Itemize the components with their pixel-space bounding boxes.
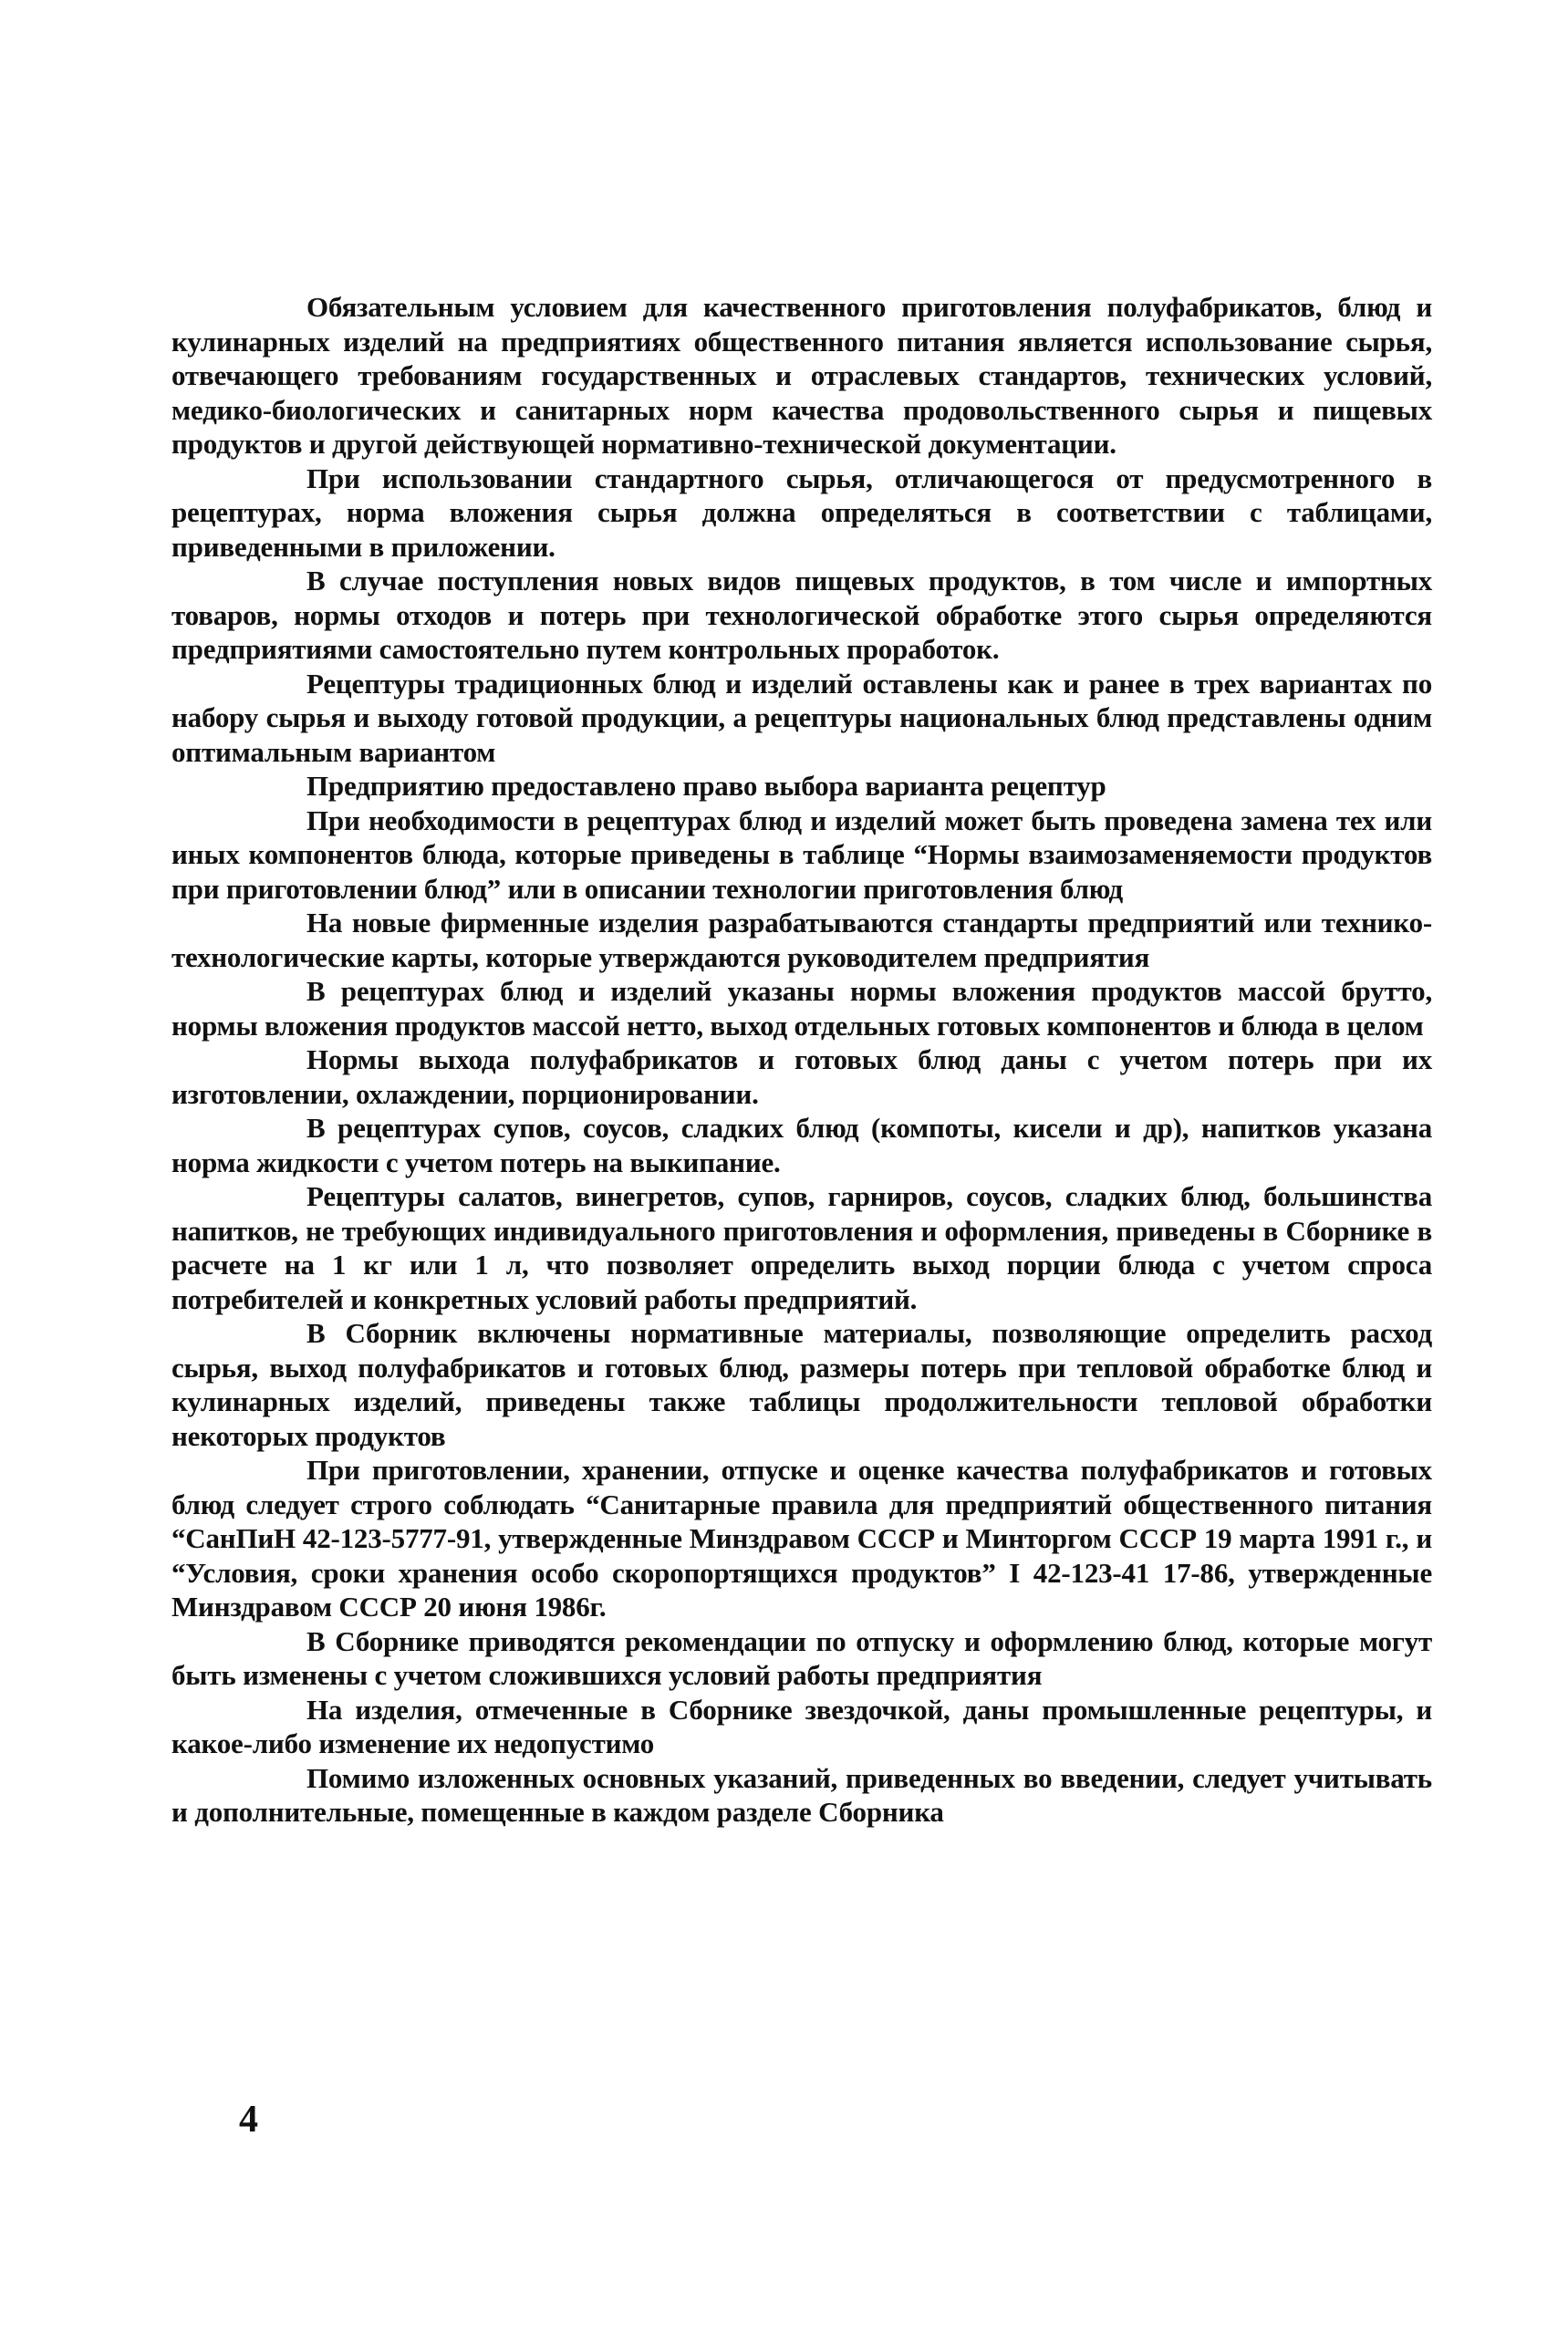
paragraph-normative-materials: В Сборник включены нормативные материалы, позволяющие определить расход сырья, выход полуфабрикатов и готовых блюд, размеры потерь при тепловой обработке блюд и кулинарных изделий, приведены также таблицы продолжительности тепловой обработки некоторых продуктов bbox=[171, 1317, 1432, 1452]
paragraph-additional-instructions: Помимо изложенных основных указаний, приведенных во введении, следует учитывать и дополнительные, помещенные в каждом разделе Сборника bbox=[171, 1761, 1432, 1828]
paragraph-recipe-variants: Рецептуры традиционных блюд и изделий оставлены как и ранее в трех вариантах по набору сырья и выходу готовой продукции, а рецептуры национальных блюд представлены одним оптимальным вариантом bbox=[171, 667, 1432, 768]
paragraph-liquid-norms: В рецептурах супов, соусов, сладких блюд (компоты, кисели и др), напитков указана норма жидкости с учетом потерь на выкипание. bbox=[171, 1112, 1432, 1178]
paragraph-new-products-waste-norms: В случае поступления новых видов пищевых продуктов, в том числе и импортных товаров, нормы отходов и потерь при технологической обработке этого сырья определяются предприятиями самостоятельно путем контрольных проработок. bbox=[171, 565, 1432, 665]
paragraph-sanitary-rules: При приготовлении, хранении, отпуске и оценке качества полуфабрикатов и готовых блюд следует строго соблюдать “Санитарные правила для предприятий общественного питания “СанПиН 42-123-5777-91, утвержденные Минздравом СССР и Минторгом СССР 19 марта 1991 г., и “Условия, сроки хранения особо скоропортящихся продуктов” I 42-123-41 17-86, утвержденные Минздравом СССР 20 июня 1986г. bbox=[171, 1454, 1432, 1623]
paragraph-per-kg-recipes: Рецептуры салатов, винегретов, супов, гарниров, соусов, сладких блюд, большинства напитков, не требующих индивидуального приготовления и оформления, приведены в Сборнике в расчете на 1 кг или 1 л, что позволяет определить выход порции блюда с учетом спроса потребителей и конкретных условий работы предприятий. bbox=[171, 1180, 1432, 1315]
paragraph-serving-recommendations: В Сборнике приводятся рекомендации по отпуску и оформлению блюд, которые могут быть изменены с учетом сложившихся условий работы предприятия bbox=[171, 1624, 1432, 1691]
paragraph-gross-net-norms: В рецептурах блюд и изделий указаны нормы вложения продуктов массой брутто, нормы вложения продуктов массой нетто, выход отдельных готовых компонентов и блюда в целом bbox=[171, 975, 1432, 1042]
paragraph-choice-of-variant: Предприятию предоставлено право выбора варианта рецептур bbox=[306, 770, 1106, 802]
paragraph-component-substitution: При необходимости в рецептурах блюд и изделий может быть проведена замена тех или иных компонентов блюда, которые приведены в таблице “Нормы взаимозаменяемости продуктов при приготовлении блюд” или в описании технологии приготовления блюд bbox=[171, 804, 1432, 905]
paragraph-standard-raw-material: При использовании стандартного сырья, отличающегося от предусмотренного в рецептурах, норма вложения сырья должна определяться в соответствии с таблицами, приведенными в приложении. bbox=[171, 462, 1432, 563]
paragraph-signature-products: На новые фирменные изделия разрабатываются стандарты предприятий или технико-технологические карты, которые утверждаются руководителем предприятия bbox=[171, 907, 1432, 973]
paragraph-yield-norms: Нормы выхода полуфабрикатов и готовых блюд даны с учетом потерь при их изготовлении, охлаждении, порционировании. bbox=[171, 1043, 1432, 1110]
page-number: 4 bbox=[239, 2099, 258, 2141]
page-body bbox=[171, 290, 1432, 1830]
paragraph-raw-material-requirements: Обязательным условием для качественного приготовления полуфабрикатов, блюд и кулинарных изделий на предприятиях общественного питания является использование сырья, отвечающего требованиям государственных и отраслевых стандартов, технических условий, медико-биологических и санитарных норм качества продовольственного сырья и пищевых продуктов и другой действующей нормативно-технической документации. bbox=[171, 291, 1432, 460]
paragraph-industrial-recipes: На изделия, отмеченные в Сборнике звездочкой, даны промышленные рецептуры, и какое-либо изменение их недопустимо bbox=[171, 1693, 1432, 1759]
